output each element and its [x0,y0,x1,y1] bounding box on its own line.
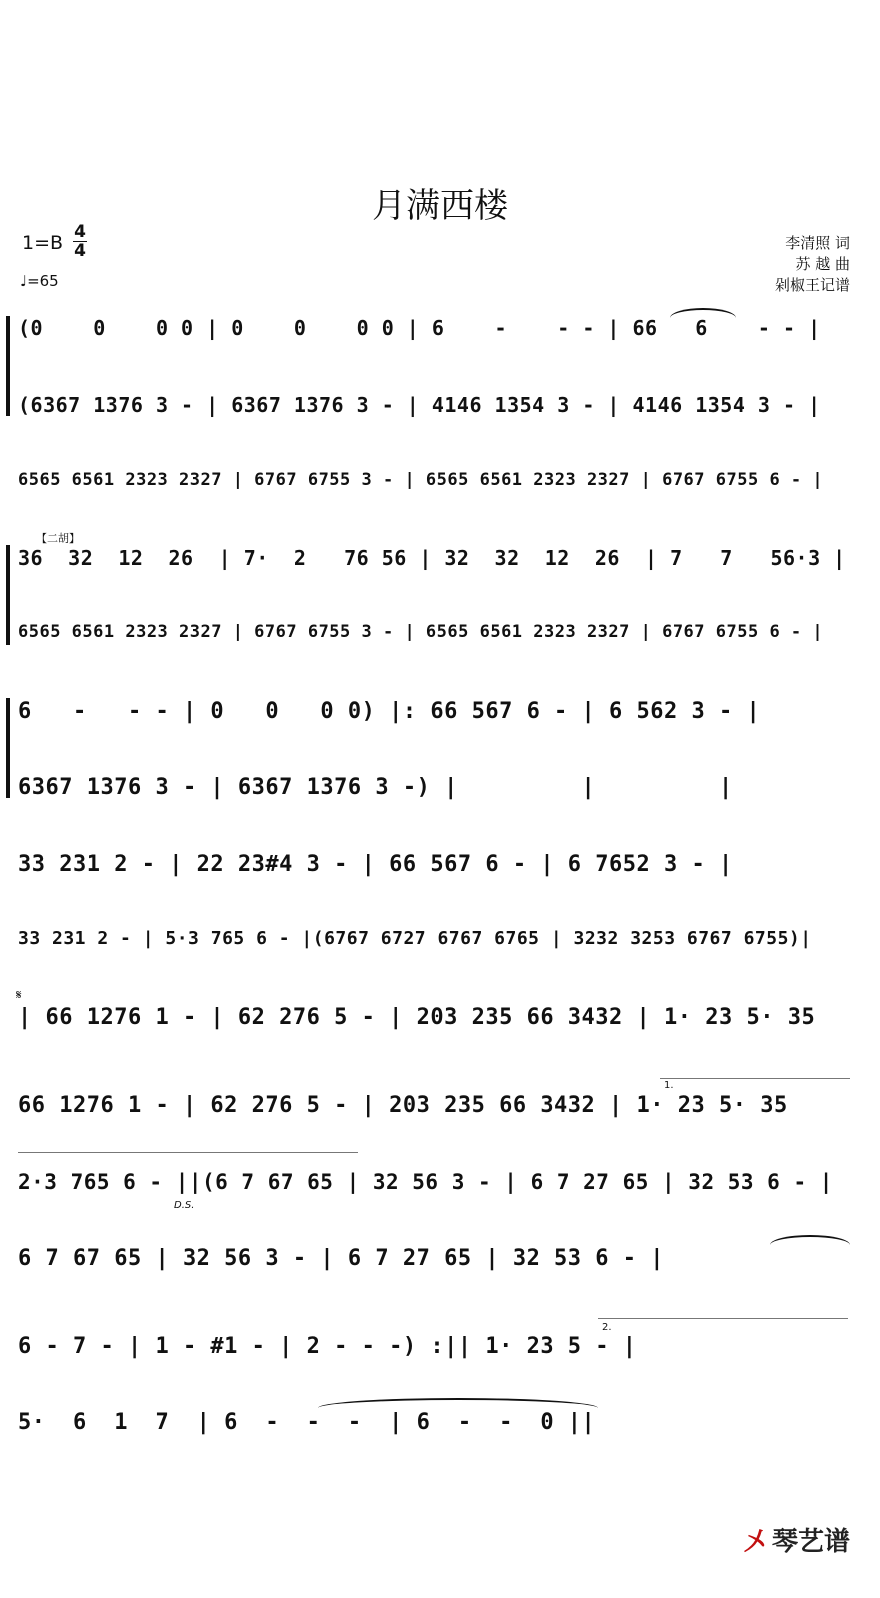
score-line [18,852,850,892]
score-line-text: 6565 6561 2323 2327 | 6767 6755 3 - | 6565 6561 2323 2327 | 6767 6755 6 - | [18,470,824,490]
score-line [18,1005,850,1045]
score-line [18,775,850,815]
score-line-text: 6 - 7 - | 1 - #1 - | 2 - - -) :|| 1· 23 5 - | [18,1334,637,1359]
first-ending-line [660,1078,850,1079]
score-line [18,470,850,510]
score-line [18,1334,850,1374]
score-line [18,393,850,433]
score-line [18,1246,850,1286]
logo-text: 琴艺谱 [771,1527,850,1557]
tempo-marking: ♩=65 [20,272,59,290]
composer-credit: 苏 越 曲 [795,255,850,273]
score-line [18,928,850,968]
score-line [18,1170,850,1210]
first-ending-mark: 1. [664,1080,674,1091]
score-line-text: 33 231 2 - | 5·3 765 6 - |(6767 6727 6767 6765 | 3232 3253 6767 6755)| [18,928,812,949]
score-line [18,622,850,662]
system-bracket [6,316,10,416]
score-line [18,1410,850,1450]
ds-mark: D.S. [174,1200,195,1211]
time-signature-top: 4 [74,222,86,242]
logo-mark-icon: 〤 [741,1527,768,1557]
segno-mark: 𝄋 [16,988,22,1003]
score-line-text: 66 1276 1 - | 62 276 5 - | 203 235 66 3432 | 1· 23 5· 35 [18,1093,788,1118]
transcriber-credit: 剁椒王记谱 [774,276,850,294]
score-line [18,699,850,739]
time-signature [73,223,87,260]
key-signature: 1=B [22,232,64,254]
score-line-text: | 66 1276 1 - | 62 276 5 - | 203 235 66 3432 | 1· 23 5· 35 [18,1005,816,1030]
score-line [18,1093,850,1133]
score-line [18,546,850,586]
score-line-text: 6367 1376 3 - | 6367 1376 3 -) | | | [18,775,733,800]
score-line-text: 36 32 12 26 | 7· 2 76 56 | 32 32 12 26 | 7 7 56·3 | [18,546,846,570]
instrument-label: 【二胡】 [36,532,80,545]
score-line-text: (6367 1376 3 - | 6367 1376 3 - | 4146 1354 3 - | 4146 1354 3 - | [18,393,821,417]
second-ending-mark: 2. [602,1322,612,1333]
second-ending-line [598,1318,848,1319]
score-line-text: 5· 6 1 7 | 6 - - - | 6 - - 0 || [18,1410,596,1435]
score-line-text: 6 - - - | 0 0 0 0) |: 66 567 6 - | 6 562 3 - | [18,699,761,724]
time-signature-bottom: 4 [74,241,86,261]
system-bracket [6,545,10,645]
score-line-text: 6 7 67 65 | 32 56 3 - | 6 7 27 65 | 32 53 6 - | [18,1246,665,1271]
lyricist-credit: 李清照 词 [785,234,850,252]
site-logo[interactable] [742,1521,850,1558]
page-title: 月满西楼 [372,186,508,226]
score-line-text: 33 231 2 - | 22 23#4 3 - | 66 567 6 - | 6 7652 3 - | [18,852,733,877]
score-line-text: 2·3 765 6 - ||(6 7 67 65 | 32 56 3 - | 6 7 27 65 | 32 53 6 - | [18,1170,833,1194]
score-line-text: (0 0 0 0 | 0 0 0 0 | 6 - - - | 66 6 - - | [18,316,821,340]
score-line [18,316,850,356]
first-ending-line-end [18,1152,358,1153]
system-bracket [6,698,10,798]
score-line-text: 6565 6561 2323 2327 | 6767 6755 3 - | 6565 6561 2323 2327 | 6767 6755 6 - | [18,622,824,642]
